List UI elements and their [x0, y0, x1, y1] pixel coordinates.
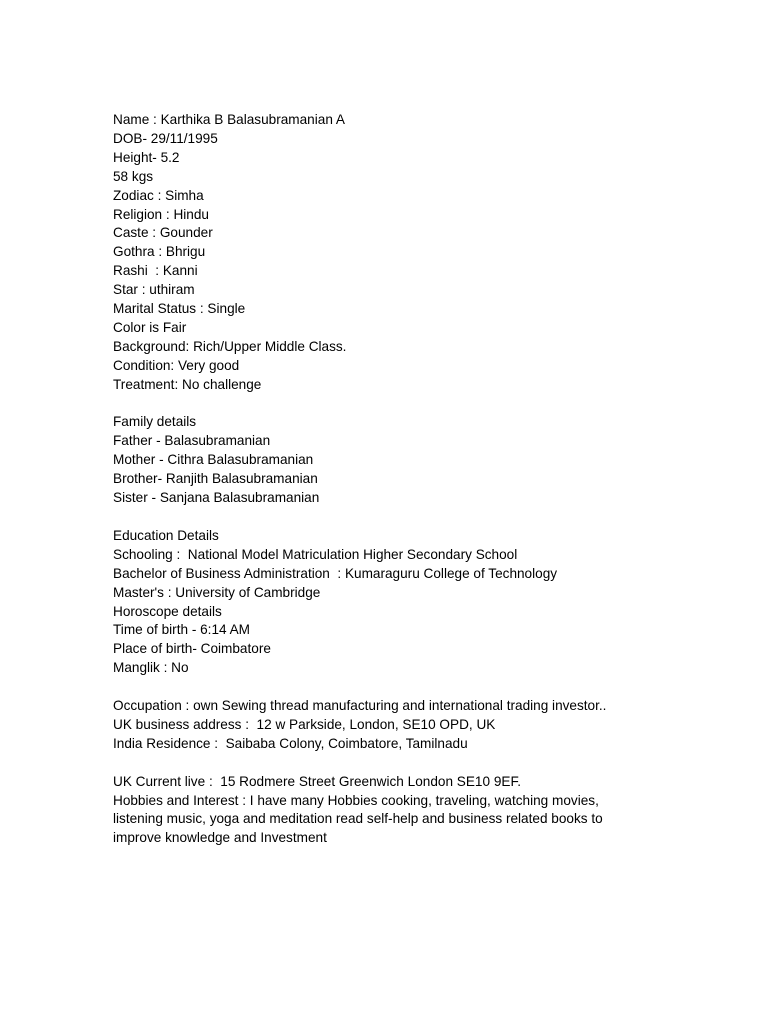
education-details-section [113, 527, 713, 678]
family-details-section [113, 413, 713, 508]
height-line: Height- 5.2 [113, 149, 180, 165]
brother-line: Brother- Ranjith Balasubramanian [113, 471, 318, 487]
background-line: Background: Rich/Upper Middle Class. [113, 338, 347, 354]
color-line: Color is Fair [113, 319, 187, 335]
manglik-line: Manglik : No [113, 660, 189, 676]
zodiac-line: Zodiac : Simha [113, 187, 204, 203]
father-line: Father - Balasubramanian [113, 433, 271, 449]
occupation-section [113, 697, 713, 754]
occupation-line: Occupation : own Sewing thread manufacturing and international trading investor.. [113, 698, 607, 714]
family-heading: Family details [113, 414, 197, 430]
caste-line: Caste : Gounder [113, 225, 213, 241]
dob-line: DOB- 29/11/1995 [113, 130, 218, 146]
mother-line: Mother - Cithra Balasubramanian [113, 452, 314, 468]
spacer [113, 678, 713, 697]
time-of-birth-line: Time of birth - 6:14 AM [113, 622, 250, 638]
hobbies-line: improve knowledge and Investment [113, 830, 327, 846]
education-heading: Education Details [113, 527, 219, 543]
rashi-line: Rashi : Kanni [113, 263, 198, 279]
masters-line: Master's : University of Cambridge [113, 584, 321, 600]
condition-line: Condition: Very good [113, 357, 240, 373]
spacer [113, 754, 713, 773]
personal-details-section [113, 111, 713, 395]
uk-business-address-line: UK business address : 12 w Parkside, London, SE10 OPD, UK [113, 716, 496, 732]
residence-hobbies-section [113, 773, 713, 849]
hobbies-line: listening music, yoga and meditation read self-help and business related books to [113, 811, 603, 827]
name-line: Name : Karthika B Balasubramanian A [113, 112, 345, 127]
star-line: Star : uthiram [113, 282, 195, 298]
place-of-birth-line: Place of birth- Coimbatore [113, 641, 271, 657]
bachelor-line: Bachelor of Business Administration : Kumaraguru College of Technology [113, 565, 558, 581]
weight-line: 58 kgs [113, 168, 154, 184]
spacer [113, 508, 713, 527]
uk-current-residence-line: UK Current live : 15 Rodmere Street Greenwich London SE10 9EF. [113, 773, 522, 789]
document-page [113, 111, 713, 848]
marital-status-line: Marital Status : Single [113, 301, 246, 317]
spacer [113, 395, 713, 414]
treatment-line: Treatment: No challenge [113, 376, 262, 392]
religion-line: Religion : Hindu [113, 206, 209, 222]
sister-line: Sister - Sanjana Balasubramanian [113, 490, 320, 506]
schooling-line: Schooling : National Model Matriculation Higher Secondary School [113, 546, 518, 562]
hobbies-line: Hobbies and Interest : I have many Hobbies cooking, traveling, watching movies, [113, 792, 599, 808]
horoscope-heading: Horoscope details [113, 603, 222, 619]
gothra-line: Gothra : Bhrigu [113, 244, 206, 260]
india-residence-line: India Residence : Saibaba Colony, Coimbatore, Tamilnadu [113, 735, 468, 751]
